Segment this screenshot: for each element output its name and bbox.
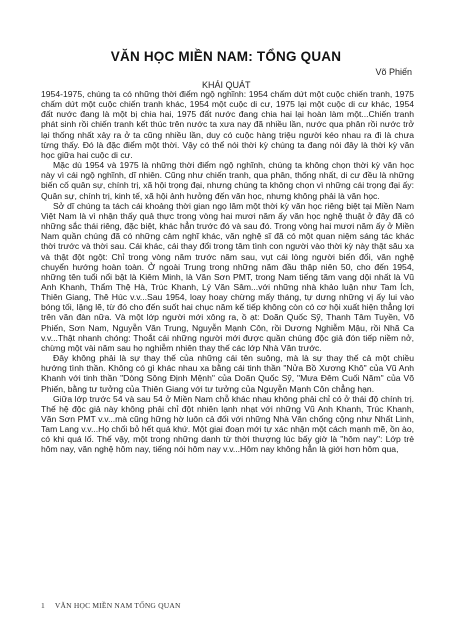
running-title: VĂN HỌC MIỀN NAM TỔNG QUAN	[54, 601, 181, 610]
document-body	[41, 89, 414, 455]
paragraph: Đây không phải là sự thay thế của những cái tên suông, mà là sự thay thế cả một chiều hướng tình thần. Không có gì khác nhau xa bằng cái tinh thần "Nửa Bồ Xương Khô" của Vũ Anh Khanh với tinh thần "Dòng Sông Định Mệnh" của Doãn Quốc Sỹ, "Mưa Đêm Cuối Năm" của Võ Phiến, bằng tư tưởng của Thiên Giang với tư tưởng của Nguyễn Mạnh Côn chẳng hạn.	[41, 353, 414, 394]
document-title: VĂN HỌC MIỀN NAM: TỔNG QUAN	[110, 49, 342, 64]
author-name: Võ Phiến	[375, 67, 412, 77]
page-footer	[41, 601, 181, 610]
paragraph: Mặc dù 1954 và 1975 là những thời điểm ngộ nghĩnh, chúng ta không chọn thời kỳ văn học này vì cái ngộ nghĩnh, dĩ nhiên. Cũng như chiến tranh, qua phân, thống nhất, di cư đều là những biến cố quân sự, chính trị, xã hội trọng đại, nhưng chúng ta không chọn vì những cái trọng đại ấy: Quân sự, chính trị, kinh tế, xã hội ảnh hưởng đến văn học, nhưng không phải là văn học.	[41, 160, 414, 201]
paragraph: 1954-1975, chúng ta có những thời điểm ngộ nghĩnh: 1954 chấm dứt một cuộc chiến tranh, 1975 chấm dứt một cuộc chiến tranh khác, 1954 một cuộc di cư, 1975 lại một cuộc di cư khác, 1954 đất nước đang là một bị chia hai, 1975 đất nước đang chia hai lại hoàn làm một...Chiến tranh phát sinh rồi chiến tranh kết thúc trên nước ta xưa nay đã nhiều lần, nước qua phân rồi nước trở lại thống nhất xảy ra ở ta cũng nhiều lần, duy có cuộc hàng triệu người kéo nhau ra đi là chưa từng thấy. Đó là đặc điểm một thời. Vậy có thể nói thời kỳ chúng ta đang nói đây là thời kỳ văn học giữa hai cuộc di cư.	[41, 89, 414, 160]
paragraph: Giữa lớp trước 54 và sau 54 ở Miền Nam chỗ khác nhau không phải chỉ có ở thái độ chính trị. Thế hệ độc giả này không phải chỉ đột nhiên lạnh nhạt với những Vũ Anh Khanh, Trúc Khanh, Văn Sơn PMT v.v...mà cũng hững hờ luôn cả đối với những Nhà Văn chống cộng như Nhất Linh, Tam Lang v.v...Họ chối bỏ hết quá khứ. Một giai đoạn mới tự xác nhận một cách mạnh mẽ, ồn ào, có khi quá lố. Thế vậy, một trong những danh từ thời thượng lúc bấy giờ là "hôm nay": Lớp trẻ hôm nay, văn nghệ hôm nay, tiếng nói hôm nay v.v...Hôm nay không hẳn là giới hơn hôm qua,	[41, 393, 414, 455]
page-number: 1	[41, 601, 45, 610]
paragraph: Sở dĩ chúng ta tách cái khoảng thời gian ngọ lâm một thời kỳ văn học riêng biệt tại Miền Nam Việt Nam là vì nhận thấy quả thực trong vòng hai mươi năm ấy văn học nghệ thuật ở đây đã có những sắc thái riêng, đặc biệt, khác hẳn trước đó và sau đó. Trong vòng hai mươi năm ấy ở Miền Nam quần chúng đã có những cảm nghĩ khác, văn nghệ sĩ đã có một quan niệm sáng tác khác thời trước và thời sau. Cái khác, cái thay đổi trong tâm tình con người vào thời kỳ này thật sâu xa và thật đột ngột: Chỉ trong vòng năm trước năm sau, vụt cái lòng người biến đổi, văn nghệ chuyển hướng hoàn toàn. Ở ngoài Trung trong những năm đầu thập niên 50, cho đến 1954, những tên tuổi nổi bật là Kiêm Minh, là Văn Sơn PMT, trong Nam tiếng tăm vang dội nhất là Vũ Anh Khanh, Thẩm Thệ Hà, Trúc Khanh, Lý Văn Sâm...với những nhà khảo luận như Tam Ích, Thiên Giang, Thê Húc v.v...Sau 1954, loay hoay chừng mấy tháng, tự dưng những vị ấy lui vào bóng tối, lặng lẽ, từ đó cho đến suốt hai chục năm kế tiếp không còn có cơ hội xuất hiện thẳng lợi trên văn đàn nữa. Và một lớp người mới xông ra, ồ ạt: Doãn Quốc Sỹ, Thanh Tâm Tuyền, Võ Phiến, Sơn Nam, Nguyễn Văn Trung, Nguyễn Mạnh Côn, rồi Dương Nghiễm Mậu, rồi Nhã Ca v.v...Thật nhanh chóng: Thoắt cái những người mới được quần chúng độc giả đón tiếp niềm nở, chừng một vài năm sau họ nghiễm nhiên thay thế các lớp Nhà Văn trước.	[41, 200, 414, 353]
section-heading: KHÁI QUÁT	[202, 80, 251, 90]
